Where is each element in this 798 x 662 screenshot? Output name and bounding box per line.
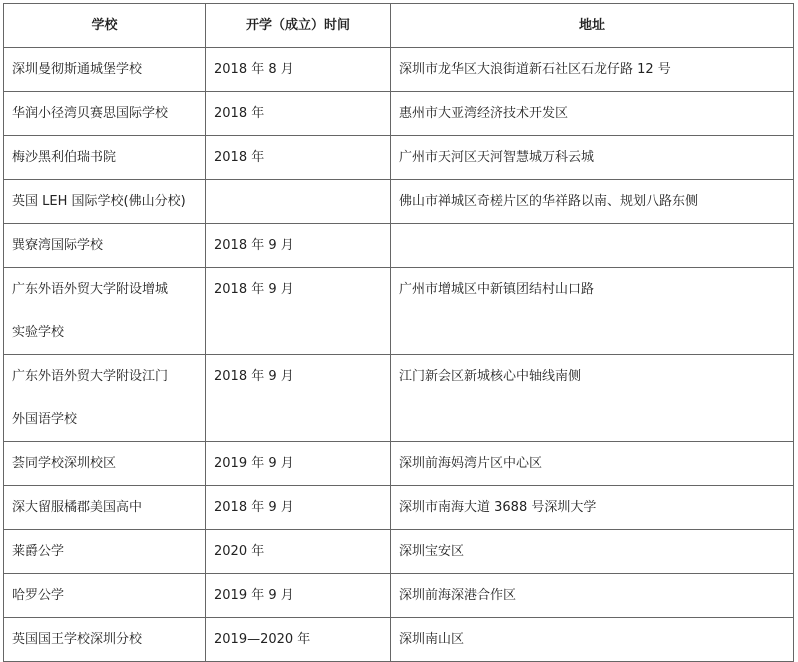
table-row xyxy=(4,355,794,442)
school-name-line: 实验学校 xyxy=(12,325,65,340)
header-address: 地址 xyxy=(391,4,794,48)
time-cell: 2019 年 9 月 xyxy=(206,442,391,486)
time-cell: 2018 年 9 月 xyxy=(206,224,391,268)
time-cell: 2018 年 xyxy=(206,136,391,180)
address-cell: 深圳前海深港合作区 xyxy=(391,574,794,618)
time-cell xyxy=(206,180,391,224)
table-row xyxy=(4,486,794,530)
table-row xyxy=(4,618,794,662)
schools-table xyxy=(3,3,794,662)
time-cell: 2018 年 9 月 xyxy=(206,355,391,442)
table-row xyxy=(4,224,794,268)
school-name-line: 广东外语外贸大学附设江门 xyxy=(12,369,169,384)
school-name-line: 深圳曼彻斯通城堡学校 xyxy=(12,62,143,77)
school-name-line: 英国国王学校深圳分校 xyxy=(12,632,143,647)
time-cell: 2018 年 9 月 xyxy=(206,268,391,355)
table-row xyxy=(4,574,794,618)
address-cell: 深圳宝安区 xyxy=(391,530,794,574)
school-cell xyxy=(4,48,206,92)
time-cell: 2020 年 xyxy=(206,530,391,574)
school-name-line: 广东外语外贸大学附设增城 xyxy=(12,282,169,297)
time-cell: 2018 年 8 月 xyxy=(206,48,391,92)
time-cell: 2018 年 9 月 xyxy=(206,486,391,530)
address-cell: 惠州市大亚湾经济技术开发区 xyxy=(391,92,794,136)
table-row xyxy=(4,48,794,92)
school-name-line: 外国语学校 xyxy=(12,412,78,427)
school-cell xyxy=(4,92,206,136)
table-row xyxy=(4,92,794,136)
school-cell xyxy=(4,268,206,355)
school-cell xyxy=(4,486,206,530)
school-name-line: 梅沙黑利伯瑞书院 xyxy=(12,150,117,165)
school-name-line: 哈罗公学 xyxy=(12,588,65,603)
school-name-line: 巽寮湾国际学校 xyxy=(12,238,104,253)
school-cell xyxy=(4,618,206,662)
header-row xyxy=(4,4,794,48)
address-cell xyxy=(391,224,794,268)
table-body xyxy=(4,48,794,662)
school-cell xyxy=(4,180,206,224)
address-cell: 深圳前海妈湾片区中心区 xyxy=(391,442,794,486)
address-cell: 佛山市禅城区奇槎片区的华祥路以南、规划八路东侧 xyxy=(391,180,794,224)
school-cell xyxy=(4,136,206,180)
school-name-line: 荟同学校深圳校区 xyxy=(12,456,117,471)
school-cell xyxy=(4,224,206,268)
header-school: 学校 xyxy=(4,4,206,48)
address-cell: 广州市天河区天河智慧城万科云城 xyxy=(391,136,794,180)
table-row xyxy=(4,180,794,224)
school-cell xyxy=(4,574,206,618)
school-name-line: 英国 LEH 国际学校(佛山分校) xyxy=(12,194,186,209)
time-cell: 2018 年 xyxy=(206,92,391,136)
school-cell xyxy=(4,355,206,442)
table-row xyxy=(4,442,794,486)
header-time: 开学（成立）时间 xyxy=(206,4,391,48)
time-cell: 2019 年 9 月 xyxy=(206,574,391,618)
school-name-line: 莱爵公学 xyxy=(12,544,65,559)
time-cell: 2019—2020 年 xyxy=(206,618,391,662)
table-row xyxy=(4,268,794,355)
address-cell: 深圳南山区 xyxy=(391,618,794,662)
school-name-line: 深大留服橘郡美国高中 xyxy=(12,500,143,515)
table-row xyxy=(4,136,794,180)
address-cell: 深圳市龙华区大浪街道新石社区石龙仔路 12 号 xyxy=(391,48,794,92)
address-cell: 深圳市南海大道 3688 号深圳大学 xyxy=(391,486,794,530)
address-cell: 江门新会区新城核心中轴线南侧 xyxy=(391,355,794,442)
address-cell: 广州市增城区中新镇团结村山口路 xyxy=(391,268,794,355)
table-row xyxy=(4,530,794,574)
school-name-line: 华润小径湾贝赛思国际学校 xyxy=(12,106,169,121)
school-cell xyxy=(4,530,206,574)
school-cell xyxy=(4,442,206,486)
